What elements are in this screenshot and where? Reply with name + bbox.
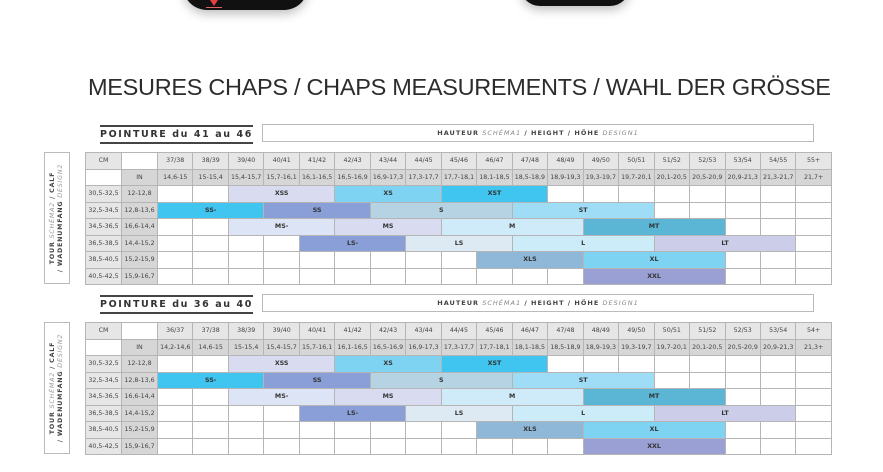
calf-cm-cell: 32,5-34,5 xyxy=(86,373,121,389)
empty-cell xyxy=(726,439,760,455)
size-band-xxl: XXL xyxy=(584,269,725,285)
size-grid xyxy=(85,152,832,285)
empty-cell xyxy=(761,439,795,455)
height-inch-cell: 17,7-18,1 xyxy=(442,170,476,186)
calf-en: / CALF xyxy=(49,171,56,199)
calf-label-text xyxy=(49,164,65,272)
height-inch-cell: 20,5-20,9 xyxy=(726,340,760,356)
empty-cell xyxy=(158,356,192,372)
size-band-ss: SS xyxy=(264,203,369,219)
height-inch-cell: 19,3-19,7 xyxy=(619,340,653,356)
height-inch-cell: 19,3-19,7 xyxy=(584,170,618,186)
height-size-cell: 50/51 xyxy=(655,323,689,339)
empty-cell xyxy=(796,422,830,438)
calf-en: / CALF xyxy=(49,341,56,369)
size-band-xxl: XXL xyxy=(584,439,725,455)
empty-cell xyxy=(796,406,830,422)
height-inch-cell: 20,5-20,9 xyxy=(690,170,724,186)
calf-cm-cell: 40,5-42,5 xyxy=(86,269,121,285)
height-size-cell: 51/52 xyxy=(690,323,724,339)
empty-cell xyxy=(796,439,830,455)
height-size-cell: 39/40 xyxy=(229,153,263,169)
size-band-s: S xyxy=(371,373,512,389)
size-band-xs: XS xyxy=(335,356,440,372)
size-band-m: M xyxy=(442,389,583,405)
empty-cell xyxy=(796,269,830,285)
empty-cell xyxy=(371,422,405,438)
empty-cell xyxy=(690,186,724,202)
height-size-cell: 38/39 xyxy=(229,323,263,339)
size-band-ls: LS xyxy=(406,406,511,422)
height-size-cell: 37/38 xyxy=(158,153,192,169)
in-header: IN xyxy=(122,340,157,356)
empty-cell xyxy=(796,186,830,202)
empty-cell xyxy=(229,422,263,438)
height-size-cell: 41/42 xyxy=(335,323,369,339)
height-size-cell: 44/45 xyxy=(406,153,440,169)
measure-line xyxy=(206,7,222,8)
height-size-cell: 45/46 xyxy=(477,323,511,339)
height-size-cell: 54/55 xyxy=(761,153,795,169)
calf-side-label xyxy=(44,152,70,284)
empty-cell xyxy=(796,252,830,268)
calf-in-cell: 16,6-14,4 xyxy=(122,389,157,405)
height-inch-cell: 15,7-16,1 xyxy=(264,170,298,186)
size-band-ms: MS xyxy=(335,389,440,405)
empty-cell xyxy=(442,422,476,438)
empty-cell xyxy=(193,422,227,438)
height-size-cell: 46/47 xyxy=(513,323,547,339)
empty-cell xyxy=(158,389,192,405)
height-size-cell: 54+ xyxy=(796,323,830,339)
empty-cell xyxy=(690,373,724,389)
empty-cell xyxy=(690,356,724,372)
calf-cm-cell: 34,5-36,5 xyxy=(86,389,121,405)
height-header-schema: SCHÉMA1 xyxy=(482,299,522,307)
height-header-en-de: / HEIGHT / HÖHE xyxy=(524,129,600,137)
calf-in-cell: 15,9-16,7 xyxy=(122,439,157,455)
height-inch-cell: 16,5-16,9 xyxy=(371,340,405,356)
height-inch-cell: 16,9-17,3 xyxy=(371,170,405,186)
height-size-cell: 38/39 xyxy=(193,153,227,169)
empty-cell xyxy=(229,439,263,455)
empty-cell xyxy=(264,269,298,285)
height-inch-cell: 16,1-16,5 xyxy=(335,340,369,356)
empty-cell xyxy=(193,186,227,202)
calf-cm-cell: 34,5-36,5 xyxy=(86,219,121,235)
cm-header: CM xyxy=(86,323,121,339)
size-band-m: M xyxy=(442,219,583,235)
empty-cell xyxy=(761,356,795,372)
calf-design: DESIGN2 xyxy=(57,163,64,198)
empty-cell xyxy=(193,269,227,285)
calf-cm-cell: 40,5-42,5 xyxy=(86,439,121,455)
empty-cell xyxy=(477,439,511,455)
calf-in-cell: 12,8-13,6 xyxy=(122,203,157,219)
calf-cm-cell: 32,5-34,5 xyxy=(86,203,121,219)
height-inch-cell: 20,9-21,3 xyxy=(761,340,795,356)
empty-cell xyxy=(655,186,689,202)
empty-cell xyxy=(406,252,440,268)
empty-cell xyxy=(371,269,405,285)
height-header xyxy=(262,294,814,312)
empty-cell xyxy=(513,439,547,455)
calf-in-cell: 14,4-15,2 xyxy=(122,236,157,252)
empty-cell xyxy=(193,252,227,268)
size-band-xls: XLS xyxy=(477,252,582,268)
empty-cell xyxy=(335,422,369,438)
size-band-st: ST xyxy=(513,373,654,389)
height-size-cell: 49/50 xyxy=(619,323,653,339)
empty-cell xyxy=(619,356,653,372)
size-band-lt: LT xyxy=(655,406,796,422)
height-inch-cell: 20,1-20,5 xyxy=(690,340,724,356)
height-size-cell: 47/48 xyxy=(548,323,582,339)
height-size-cell: 53/54 xyxy=(726,153,760,169)
empty-cell xyxy=(726,422,760,438)
empty-cell xyxy=(335,252,369,268)
size-band-xst: XST xyxy=(442,356,547,372)
empty-cell xyxy=(158,439,192,455)
calf-tour: TOUR xyxy=(49,411,56,435)
empty-cell xyxy=(229,406,263,422)
size-band-xls: XLS xyxy=(477,422,582,438)
empty-cell xyxy=(690,203,724,219)
height-header-schema: SCHÉMA1 xyxy=(482,129,522,137)
empty-cell xyxy=(406,269,440,285)
empty-cell xyxy=(264,406,298,422)
height-inch-cell: 18,9-19,3 xyxy=(584,340,618,356)
height-inch-cell: 19,7-20,1 xyxy=(655,340,689,356)
height-inch-cell: 14,2-14,6 xyxy=(158,340,192,356)
empty-cell xyxy=(548,439,582,455)
empty-cell xyxy=(726,269,760,285)
calf-de: / WADENUMFANG xyxy=(57,370,64,443)
height-size-cell: 42/43 xyxy=(371,323,405,339)
height-size-cell: 39/40 xyxy=(264,323,298,339)
empty-cell xyxy=(796,356,830,372)
empty-cell xyxy=(264,252,298,268)
size-band-l: L xyxy=(513,236,654,252)
height-inch-cell: 15-15,4 xyxy=(193,170,227,186)
size-band-xss: XSS xyxy=(229,186,334,202)
empty-cell xyxy=(584,186,618,202)
height-header-design: DESIGN1 xyxy=(602,129,639,137)
calf-schema: SCHÉMA2 xyxy=(49,201,56,239)
empty-cell xyxy=(335,439,369,455)
empty-cell xyxy=(655,373,689,389)
height-size-cell: 46/47 xyxy=(477,153,511,169)
height-inch-cell: 19,7-20,1 xyxy=(619,170,653,186)
empty-cell xyxy=(193,219,227,235)
calf-cm-cell: 30,5-32,5 xyxy=(86,186,121,202)
height-inch-cell: 18,1-18,5 xyxy=(477,170,511,186)
height-inch-cell: 18,1-18,5 xyxy=(513,340,547,356)
height-size-cell: 40/41 xyxy=(300,323,334,339)
height-inch-cell: 15,4-15,7 xyxy=(229,170,263,186)
height-size-cell: 50/51 xyxy=(619,153,653,169)
empty-cell xyxy=(158,219,192,235)
height-size-cell: 49/50 xyxy=(584,153,618,169)
height-inch-cell: 18,9-19,3 xyxy=(548,170,582,186)
height-size-cell: 48/49 xyxy=(548,153,582,169)
empty-cell xyxy=(761,203,795,219)
boot-image-right xyxy=(520,0,630,6)
height-inch-cell: 21,3+ xyxy=(796,340,830,356)
calf-in-cell: 15,2-15,9 xyxy=(122,252,157,268)
height-inch-cell: 16,5-16,9 xyxy=(335,170,369,186)
calf-in-cell: 12-12,8 xyxy=(122,356,157,372)
calf-tour: TOUR xyxy=(49,241,56,265)
calf-in-cell: 15,2-15,9 xyxy=(122,422,157,438)
empty-cell xyxy=(442,439,476,455)
empty-cell xyxy=(442,252,476,268)
empty-cell xyxy=(158,252,192,268)
empty-cell xyxy=(300,422,334,438)
height-header-fr: HAUTEUR xyxy=(437,129,479,137)
calf-cm-cell: 30,5-32,5 xyxy=(86,356,121,372)
empty-cell xyxy=(796,373,830,389)
empty-cell xyxy=(264,439,298,455)
empty-cell xyxy=(229,252,263,268)
empty-cell xyxy=(158,186,192,202)
height-inch-cell: 18,5-18,9 xyxy=(548,340,582,356)
size-band-ls-minus: LS- xyxy=(300,236,405,252)
boot-image-left xyxy=(183,0,308,10)
empty-cell xyxy=(300,269,334,285)
height-inch-cell: 15,7-16,1 xyxy=(300,340,334,356)
empty-cell xyxy=(726,186,760,202)
size-band-ss: SS xyxy=(264,373,369,389)
calf-cm-cell: 38,5-40,5 xyxy=(86,252,121,268)
empty-cell xyxy=(761,269,795,285)
empty-cell xyxy=(442,269,476,285)
calf-side-label xyxy=(44,322,70,454)
empty-cell xyxy=(406,439,440,455)
calf-in-cell: 16,6-14,4 xyxy=(122,219,157,235)
blank-cell xyxy=(122,153,157,169)
height-size-cell: 53/54 xyxy=(761,323,795,339)
empty-cell xyxy=(548,356,582,372)
empty-cell xyxy=(796,203,830,219)
size-band-ls-minus: LS- xyxy=(300,406,405,422)
height-inch-cell: 21,7+ xyxy=(796,170,830,186)
size-band-lt: LT xyxy=(655,236,796,252)
size-band-mt: MT xyxy=(584,389,725,405)
empty-cell xyxy=(193,389,227,405)
calf-cm-cell: 36,5-38,5 xyxy=(86,406,121,422)
size-band-ms-minus: MS- xyxy=(229,219,334,235)
empty-cell xyxy=(406,422,440,438)
empty-cell xyxy=(158,422,192,438)
height-inch-cell: 20,9-21,3 xyxy=(726,170,760,186)
empty-cell xyxy=(193,236,227,252)
calf-in-cell: 14,4-15,2 xyxy=(122,406,157,422)
height-inch-cell: 14,6-15 xyxy=(158,170,192,186)
height-inch-cell: 16,9-17,3 xyxy=(406,340,440,356)
size-band-xss: XSS xyxy=(229,356,334,372)
empty-cell xyxy=(264,422,298,438)
height-size-cell: 40/41 xyxy=(264,153,298,169)
height-header-en-de: / HEIGHT / HÖHE xyxy=(524,299,600,307)
empty-cell xyxy=(726,203,760,219)
height-inch-cell: 16,1-16,5 xyxy=(300,170,334,186)
height-inch-cell: 17,7-18,1 xyxy=(477,340,511,356)
calf-label-text xyxy=(49,334,65,442)
blank-cell xyxy=(86,170,121,186)
height-inch-cell: 15-15,4 xyxy=(229,340,263,356)
empty-cell xyxy=(158,406,192,422)
empty-cell xyxy=(619,186,653,202)
empty-cell xyxy=(726,252,760,268)
empty-cell xyxy=(193,406,227,422)
size-band-l: L xyxy=(513,406,654,422)
empty-cell xyxy=(726,373,760,389)
height-size-cell: 47/48 xyxy=(513,153,547,169)
size-grid xyxy=(85,322,832,455)
empty-cell xyxy=(726,356,760,372)
cm-header: CM xyxy=(86,153,121,169)
blank-cell xyxy=(86,340,121,356)
size-band-xst: XST xyxy=(442,186,547,202)
height-inch-cell: 20,1-20,5 xyxy=(655,170,689,186)
height-inch-cell: 15,4-15,7 xyxy=(264,340,298,356)
empty-cell xyxy=(761,422,795,438)
height-header-fr: HAUTEUR xyxy=(437,299,479,307)
shoe-size-heading: POINTURE du 41 au 46 xyxy=(100,125,253,144)
height-size-cell: 41/42 xyxy=(300,153,334,169)
height-inch-cell: 21,3-21,7 xyxy=(761,170,795,186)
height-size-cell: 52/53 xyxy=(690,153,724,169)
empty-cell xyxy=(761,252,795,268)
height-size-cell: 52/53 xyxy=(726,323,760,339)
height-size-cell: 36/37 xyxy=(158,323,192,339)
height-inch-cell: 17,3-17,7 xyxy=(406,170,440,186)
measure-arrow-icon xyxy=(210,0,218,6)
page-title: MESURES CHAPS / CHAPS MEASUREMENTS / WAHL DER GRÖSSE xyxy=(88,74,831,100)
empty-cell xyxy=(761,389,795,405)
empty-cell xyxy=(584,356,618,372)
height-inch-cell: 18,5-18,9 xyxy=(513,170,547,186)
empty-cell xyxy=(477,269,511,285)
empty-cell xyxy=(761,219,795,235)
empty-cell xyxy=(371,439,405,455)
calf-cm-cell: 38,5-40,5 xyxy=(86,422,121,438)
size-band-ss-minus: SS- xyxy=(158,203,263,219)
empty-cell xyxy=(655,203,689,219)
calf-in-cell: 15,9-16,7 xyxy=(122,269,157,285)
height-size-cell: 37/38 xyxy=(193,323,227,339)
in-header: IN xyxy=(122,170,157,186)
empty-cell xyxy=(513,269,547,285)
size-band-ls: LS xyxy=(406,236,511,252)
blank-cell xyxy=(122,323,157,339)
height-inch-cell: 17,3-17,7 xyxy=(442,340,476,356)
empty-cell xyxy=(761,186,795,202)
height-size-cell: 48/49 xyxy=(584,323,618,339)
size-band-xl: XL xyxy=(584,252,725,268)
empty-cell xyxy=(726,219,760,235)
empty-cell xyxy=(300,252,334,268)
calf-in-cell: 12-12,8 xyxy=(122,186,157,202)
height-size-cell: 42/43 xyxy=(335,153,369,169)
empty-cell xyxy=(264,236,298,252)
empty-cell xyxy=(796,236,830,252)
height-header-design: DESIGN1 xyxy=(602,299,639,307)
empty-cell xyxy=(371,252,405,268)
calf-design: DESIGN2 xyxy=(57,333,64,368)
empty-cell xyxy=(796,389,830,405)
empty-cell xyxy=(158,236,192,252)
height-size-cell: 45/46 xyxy=(442,153,476,169)
empty-cell xyxy=(229,236,263,252)
height-size-cell: 43/44 xyxy=(406,323,440,339)
height-size-cell: 55+ xyxy=(796,153,830,169)
empty-cell xyxy=(158,269,192,285)
height-size-cell: 51/52 xyxy=(655,153,689,169)
size-band-mt: MT xyxy=(584,219,725,235)
height-size-cell: 43/44 xyxy=(371,153,405,169)
empty-cell xyxy=(193,439,227,455)
height-size-cell: 44/45 xyxy=(442,323,476,339)
empty-cell xyxy=(548,186,582,202)
empty-cell xyxy=(193,356,227,372)
empty-cell xyxy=(761,373,795,389)
size-band-s: S xyxy=(371,203,512,219)
calf-in-cell: 12,8-13,6 xyxy=(122,373,157,389)
empty-cell xyxy=(726,389,760,405)
size-band-xl: XL xyxy=(584,422,725,438)
empty-cell xyxy=(796,219,830,235)
size-band-xs: XS xyxy=(335,186,440,202)
empty-cell xyxy=(548,269,582,285)
empty-cell xyxy=(655,356,689,372)
empty-cell xyxy=(229,269,263,285)
size-band-ms: MS xyxy=(335,219,440,235)
shoe-size-heading: POINTURE du 36 au 40 xyxy=(100,295,253,314)
size-band-st: ST xyxy=(513,203,654,219)
size-band-ss-minus: SS- xyxy=(158,373,263,389)
calf-de: / WADENUMFANG xyxy=(57,200,64,273)
empty-cell xyxy=(335,269,369,285)
empty-cell xyxy=(300,439,334,455)
height-header xyxy=(262,124,814,142)
calf-cm-cell: 36,5-38,5 xyxy=(86,236,121,252)
height-inch-cell: 14,6-15 xyxy=(193,340,227,356)
size-band-ms-minus: MS- xyxy=(229,389,334,405)
calf-schema: SCHÉMA2 xyxy=(49,371,56,409)
